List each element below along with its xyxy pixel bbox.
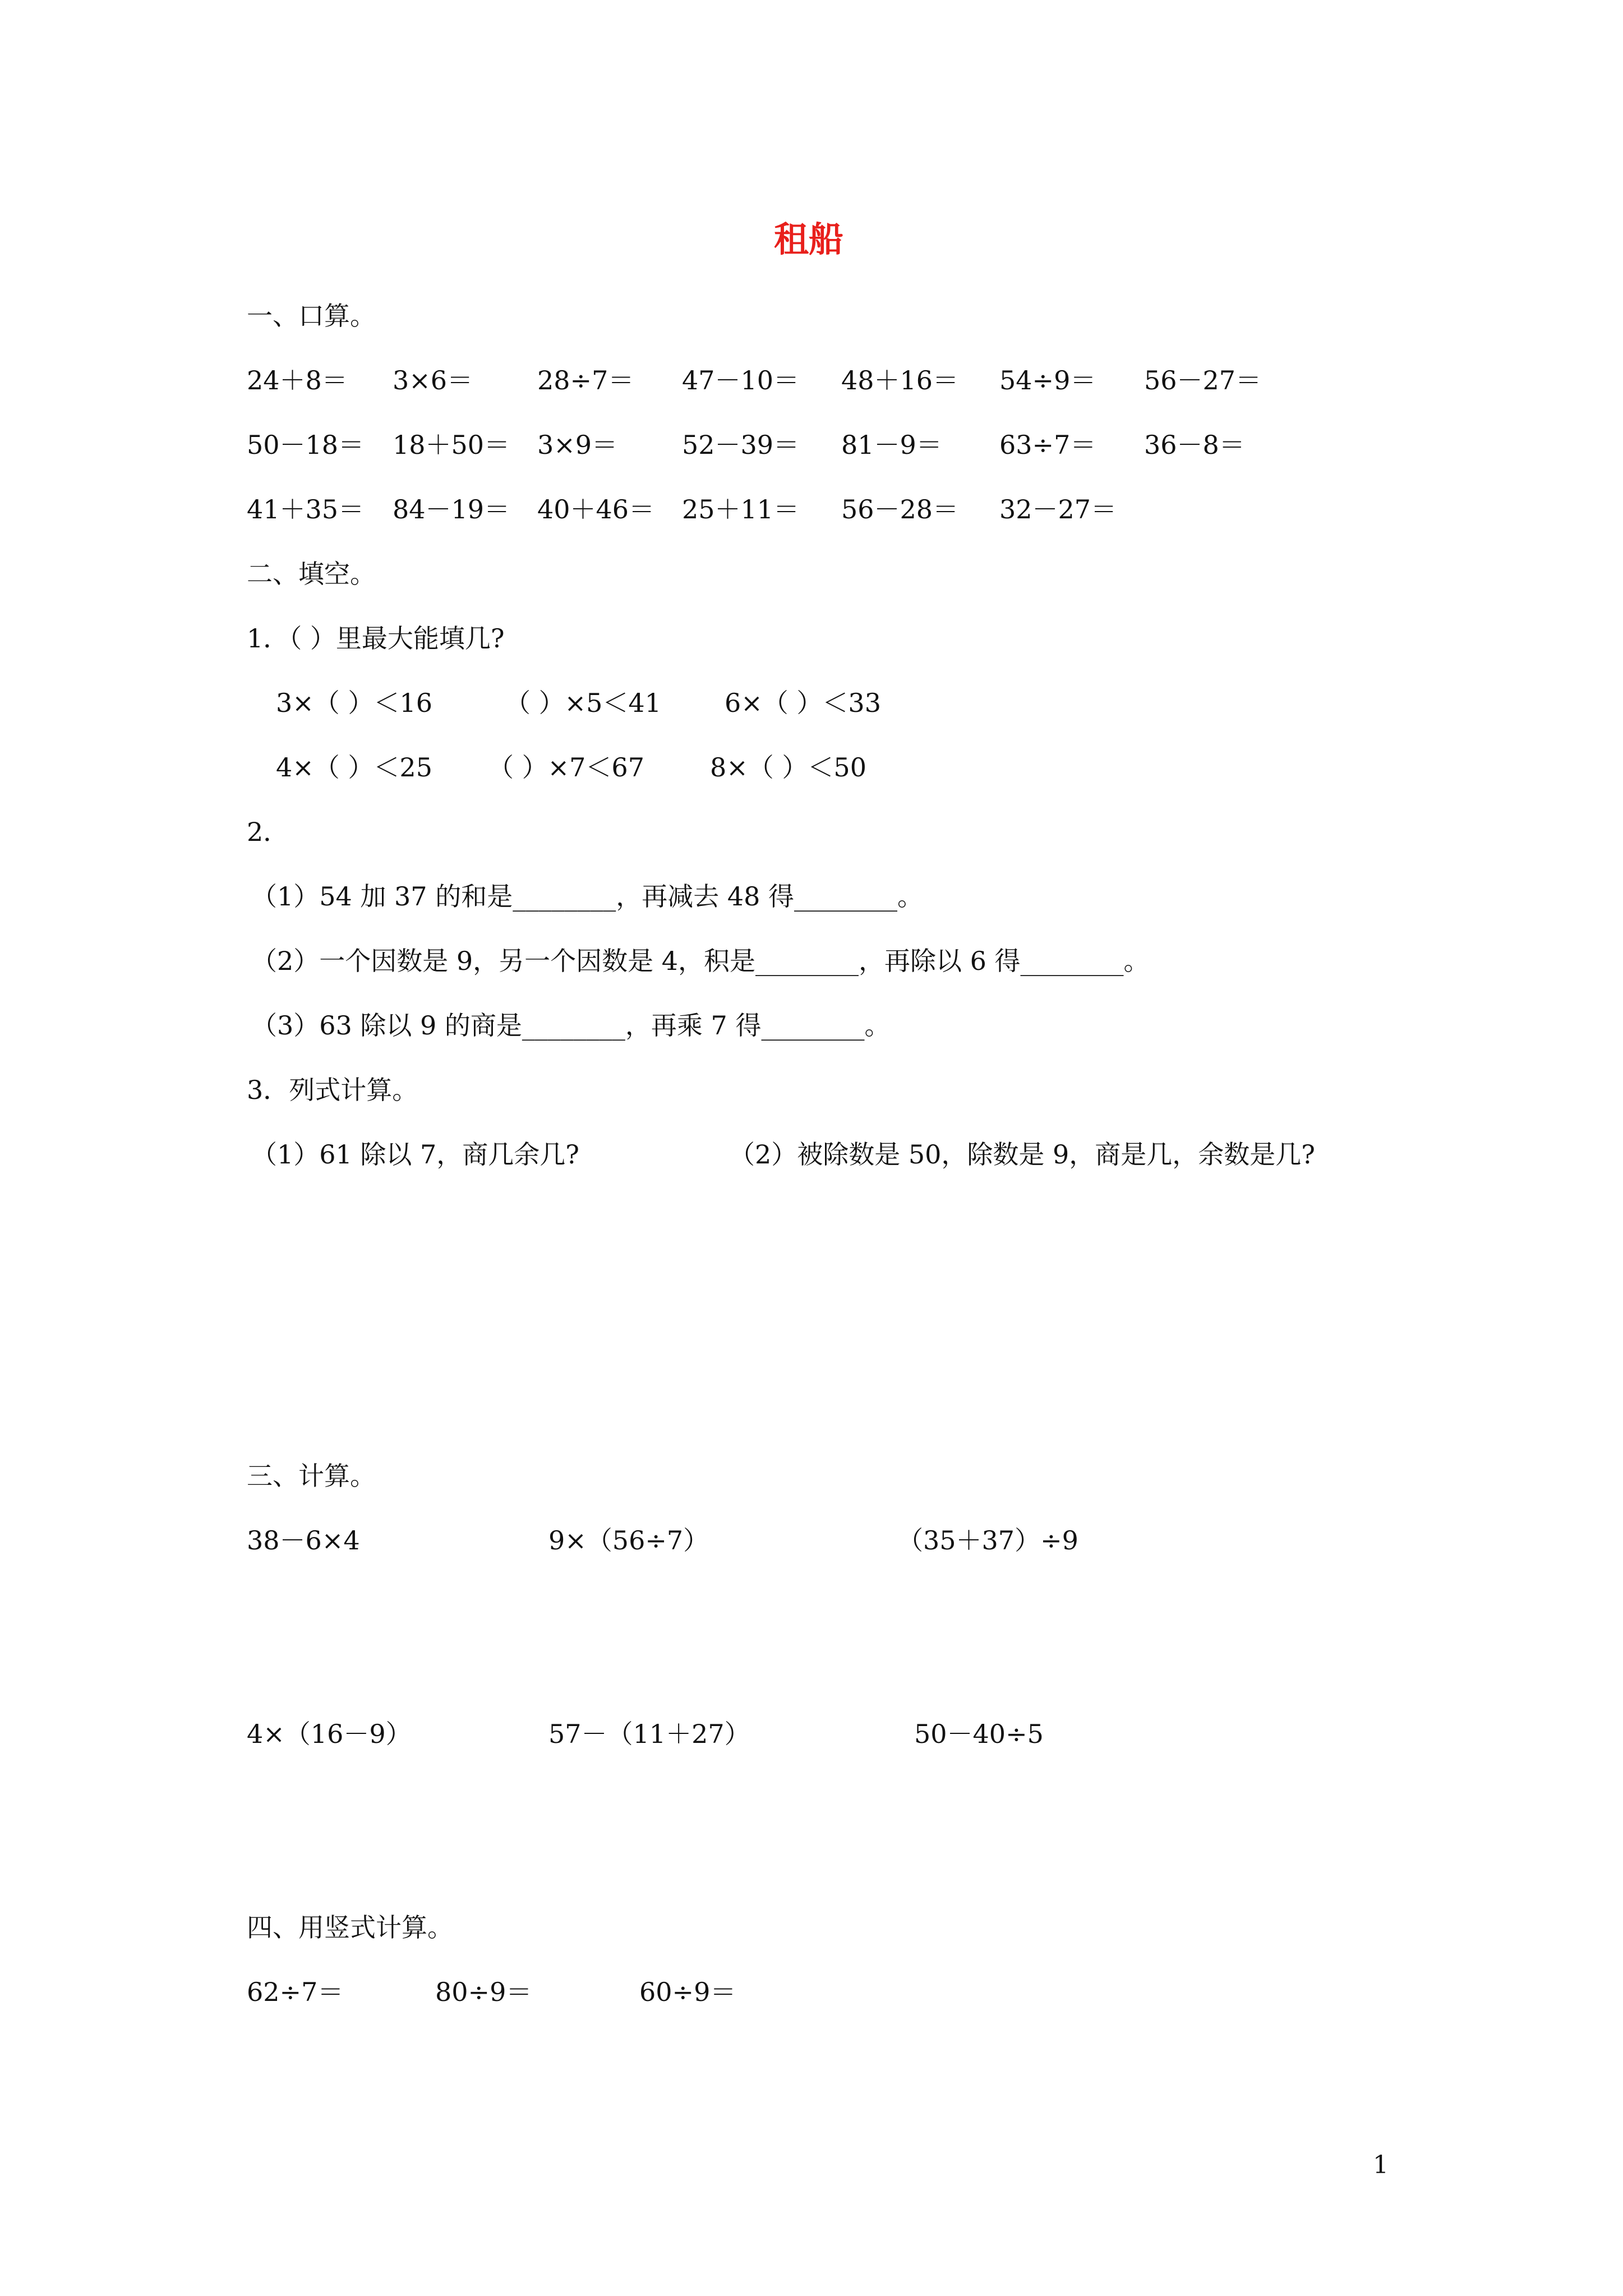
q2-item-1: （1）54 加 37 的和是________，再减去 48 得________。 [251,881,923,912]
q2-item-3: （3）63 除以 9 的商是________，再乘 7 得________。 [251,1010,891,1041]
q3-item-1: （1）61 除以 7，商几余几? [251,1139,579,1170]
oral-calc-item: 24＋8＝ [247,365,348,395]
calc-item: 9×（56÷7） [548,1525,709,1556]
oral-calc-item: 28÷7＝ [537,365,634,395]
oral-calc-item: 56－28＝ [841,494,959,524]
oral-calc-item: 63÷7＝ [999,430,1096,460]
calc-item: （35＋37）÷9 [897,1525,1078,1556]
calc-item: 4×（16－9） [247,1719,412,1749]
oral-calc-item: 3×9＝ [537,430,618,460]
vertical-calc-item: 80÷9＝ [435,1977,532,2007]
inequality-item: （ ）×5＜41 [505,688,661,718]
q3-label: 3．列式计算。 [247,1075,418,1105]
oral-calc-item: 48＋16＝ [841,365,959,395]
q3-item-2: （2）被除数是 50，除数是 9，商是几，余数是几? [729,1139,1315,1170]
section2-heading: 二、填空。 [247,559,376,589]
oral-calc-item: 47－10＝ [682,365,800,395]
oral-calc-item: 81－9＝ [841,430,942,460]
oral-calc-item: 41＋35＝ [247,494,365,524]
oral-calc-item: 50－18＝ [247,430,365,460]
vertical-calc-item: 62÷7＝ [247,1977,344,2007]
oral-calc-item: 56－27＝ [1144,365,1262,395]
section1-heading: 一、口算。 [247,301,376,331]
section3-heading: 三、计算。 [247,1461,376,1491]
inequality-item: （ ）×7＜67 [488,752,644,783]
section4-heading: 四、用竖式计算。 [247,1912,453,1943]
oral-calc-item: 36－8＝ [1144,430,1245,460]
q1-prompt: 1．（ ）里最大能填几? [247,623,505,654]
calc-item: 57－（11＋27） [548,1719,750,1749]
q2-item-2: （2）一个因数是 9，另一个因数是 4，积是________，再除以 6 得________。 [251,946,1150,976]
vertical-calc-item: 60÷9＝ [639,1977,736,2007]
oral-calc-item: 3×6＝ [393,365,473,395]
oral-calc-item: 25＋11＝ [682,494,800,524]
oral-calc-item: 84－19＝ [393,494,510,524]
inequality-item: 4×（ ）＜25 [276,752,432,783]
oral-calc-item: 54÷9＝ [999,365,1096,395]
oral-calc-item: 32－27＝ [999,494,1117,524]
oral-calc-item: 18＋50＝ [393,430,510,460]
page-number: 1 [1373,2151,1389,2179]
inequality-item: 6×（ ）＜33 [725,688,881,718]
inequality-item: 3×（ ）＜16 [276,688,432,718]
oral-calc-item: 52－39＝ [682,430,800,460]
q2-label: 2． [247,817,289,847]
page-title: 租船 [774,219,844,260]
calc-item: 38－6×4 [247,1525,360,1556]
calc-item: 50－40÷5 [914,1719,1044,1749]
inequality-item: 8×（ ）＜50 [710,752,866,783]
oral-calc-item: 40＋46＝ [537,494,655,524]
